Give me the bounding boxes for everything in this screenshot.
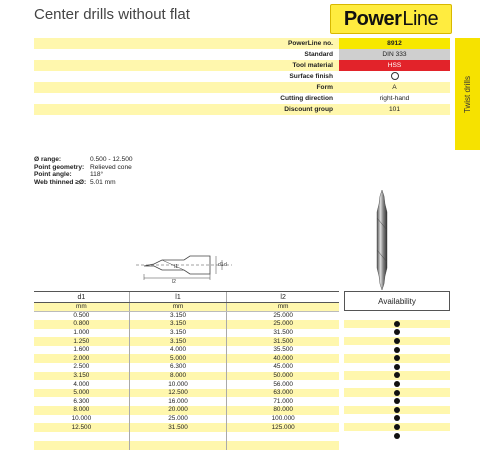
spec-label: Cutting direction bbox=[34, 93, 339, 104]
table-cell: 8.000 bbox=[34, 406, 129, 415]
unit-cell: mm bbox=[129, 303, 227, 312]
note-row bbox=[34, 164, 133, 172]
product-notes bbox=[34, 156, 133, 186]
table-cell: 3.150 bbox=[129, 320, 227, 329]
column-header-l1: l1 bbox=[129, 292, 227, 303]
table-cell: 125.000 bbox=[227, 423, 339, 432]
note-value: 118° bbox=[90, 171, 104, 179]
table-row[interactable] bbox=[34, 380, 339, 389]
spec-row bbox=[34, 38, 450, 49]
availability-cell bbox=[344, 380, 450, 389]
table-cell: 5.000 bbox=[34, 389, 129, 398]
dimensions-table bbox=[34, 291, 339, 450]
table-row[interactable] bbox=[34, 320, 339, 329]
note-row bbox=[34, 179, 133, 187]
available-dot-icon bbox=[394, 381, 400, 387]
spec-value: A bbox=[339, 82, 450, 93]
column-header-l2: l2 bbox=[227, 292, 339, 303]
availability-column bbox=[344, 291, 450, 440]
side-tab-twist-drills[interactable] bbox=[455, 38, 480, 150]
note-label: Ø range: bbox=[34, 156, 62, 163]
spec-value: DIN 333 bbox=[339, 49, 450, 60]
table-row[interactable] bbox=[34, 329, 339, 338]
note-row bbox=[34, 156, 133, 164]
available-dot-icon bbox=[394, 407, 400, 413]
table-row[interactable] bbox=[34, 346, 339, 355]
availability-cell bbox=[344, 388, 450, 397]
table-cell: 25.000 bbox=[129, 415, 227, 424]
table-cell: 3.150 bbox=[34, 372, 129, 381]
spec-row bbox=[34, 104, 450, 115]
spec-label: Standard bbox=[34, 49, 339, 60]
table-cell: 1.250 bbox=[34, 337, 129, 346]
table-cell: 16.000 bbox=[129, 397, 227, 406]
table-row[interactable] bbox=[34, 397, 339, 406]
table-cell: 12.500 bbox=[34, 423, 129, 432]
table-row[interactable] bbox=[34, 337, 339, 346]
available-dot-icon bbox=[394, 398, 400, 404]
spec-label: Form bbox=[34, 82, 339, 93]
empty-cell bbox=[227, 441, 339, 450]
spec-row bbox=[34, 71, 450, 82]
units-row bbox=[34, 303, 339, 312]
availability-cell bbox=[344, 345, 450, 354]
table-cell: 10.000 bbox=[34, 415, 129, 424]
table-cell: 3.150 bbox=[129, 312, 227, 321]
note-label: Web thinned ≥Ø: bbox=[34, 178, 87, 186]
powerline-logo bbox=[330, 4, 452, 34]
available-dot-icon bbox=[394, 424, 400, 430]
availability-cell bbox=[344, 431, 450, 440]
table-cell: 40.000 bbox=[227, 354, 339, 363]
table-cell: 31.500 bbox=[227, 329, 339, 338]
table-row[interactable] bbox=[34, 415, 339, 424]
availability-spacer bbox=[344, 311, 450, 320]
drawing-label-d: d bbox=[224, 262, 227, 268]
availability-cell bbox=[344, 371, 450, 380]
available-dot-icon bbox=[394, 415, 400, 421]
availability-cell bbox=[344, 328, 450, 337]
table-cell: 3.150 bbox=[129, 329, 227, 338]
table-cell: 63.000 bbox=[227, 389, 339, 398]
spec-label: Tool material bbox=[34, 60, 339, 71]
note-label: Point geometry: bbox=[34, 163, 85, 171]
table-cell: 3.150 bbox=[129, 337, 227, 346]
available-dot-icon bbox=[394, 338, 400, 344]
surface-finish-bright-icon bbox=[391, 72, 399, 80]
available-dot-icon bbox=[394, 321, 400, 327]
table-cell: 25.000 bbox=[227, 320, 339, 329]
availability-header: Availability bbox=[344, 291, 450, 311]
logo-rest-text: Line bbox=[402, 7, 439, 30]
table-cell: 31.500 bbox=[129, 423, 227, 432]
table-cell: 35.500 bbox=[227, 346, 339, 355]
note-label: Point angle: bbox=[34, 171, 72, 179]
table-cell: 1.000 bbox=[34, 329, 129, 338]
page-title: Center drills without flat bbox=[34, 6, 190, 23]
spec-label: Discount group bbox=[34, 104, 339, 115]
table-cell: 56.000 bbox=[227, 380, 339, 389]
note-value: Relieved cone bbox=[90, 163, 132, 171]
table-cell: 6.300 bbox=[129, 363, 227, 372]
table-row[interactable] bbox=[34, 389, 339, 398]
availability-cell bbox=[344, 414, 450, 423]
availability-cell bbox=[344, 320, 450, 329]
table-cell: 25.000 bbox=[227, 312, 339, 321]
table-cell: 31.500 bbox=[227, 337, 339, 346]
table-cell: 4.000 bbox=[129, 346, 227, 355]
spec-value: 101 bbox=[339, 104, 450, 115]
availability-cell bbox=[344, 397, 450, 406]
spec-row bbox=[34, 60, 450, 71]
availability-cell bbox=[344, 406, 450, 415]
availability-cell bbox=[344, 363, 450, 372]
drawing-label-d1: d1 bbox=[218, 262, 224, 268]
availability-cell bbox=[344, 423, 450, 432]
table-row[interactable] bbox=[34, 363, 339, 372]
note-value: 0.500 - 12.500 bbox=[90, 156, 133, 163]
spec-value bbox=[339, 71, 450, 82]
center-drill-image bbox=[372, 190, 392, 290]
drawing-label-l2: l2 bbox=[172, 279, 176, 284]
logo-bold-text: Power bbox=[343, 7, 402, 30]
table-cell: 0.500 bbox=[34, 312, 129, 321]
availability-cell bbox=[344, 354, 450, 363]
table-cell: 6.300 bbox=[34, 397, 129, 406]
table-row[interactable] bbox=[34, 372, 339, 381]
column-header-d1: d1 bbox=[34, 292, 129, 303]
table-cell: 10.000 bbox=[129, 380, 227, 389]
available-dot-icon bbox=[394, 329, 400, 335]
empty-cell bbox=[34, 432, 129, 441]
table-cell: 0.800 bbox=[34, 320, 129, 329]
table-cell: 12.500 bbox=[129, 389, 227, 398]
spec-row bbox=[34, 49, 450, 60]
available-dot-icon bbox=[394, 347, 400, 353]
table-cell: 5.000 bbox=[129, 354, 227, 363]
empty-row bbox=[34, 441, 339, 450]
drawing-label-l1: l1 bbox=[174, 264, 178, 270]
table-cell: 80.000 bbox=[227, 406, 339, 415]
table-cell: 50.000 bbox=[227, 372, 339, 381]
available-dot-icon bbox=[394, 372, 400, 378]
table-cell: 2.000 bbox=[34, 354, 129, 363]
table-cell: 20.000 bbox=[129, 406, 227, 415]
note-value: 5.01 mm bbox=[90, 178, 116, 186]
table-cell: 2.500 bbox=[34, 363, 129, 372]
side-tab-label: Twist drills bbox=[463, 75, 473, 113]
table-cell: 8.000 bbox=[129, 372, 227, 381]
table-row[interactable] bbox=[34, 423, 339, 432]
table-cell: 45.000 bbox=[227, 363, 339, 372]
spec-label: Surface finish bbox=[34, 71, 339, 82]
available-dot-icon bbox=[394, 390, 400, 396]
available-dot-icon bbox=[394, 355, 400, 361]
available-dot-icon bbox=[394, 433, 400, 439]
spec-row bbox=[34, 93, 450, 104]
empty-cell bbox=[129, 432, 227, 441]
table-cell: 1.600 bbox=[34, 346, 129, 355]
spec-value: HSS bbox=[339, 60, 450, 71]
empty-row bbox=[34, 432, 339, 441]
available-dot-icon bbox=[394, 364, 400, 370]
spec-value: right-hand bbox=[339, 93, 450, 104]
technical-drawing bbox=[132, 244, 240, 284]
unit-cell: mm bbox=[227, 303, 339, 312]
empty-cell bbox=[129, 441, 227, 450]
table-cell: 100.000 bbox=[227, 415, 339, 424]
table-row[interactable] bbox=[34, 354, 339, 363]
spec-label: PowerLine no. bbox=[34, 38, 339, 49]
table-row[interactable] bbox=[34, 312, 339, 321]
table-row[interactable] bbox=[34, 406, 339, 415]
note-row bbox=[34, 171, 133, 179]
empty-cell bbox=[227, 432, 339, 441]
availability-cell bbox=[344, 337, 450, 346]
spec-row bbox=[34, 82, 450, 93]
table-cell: 71.000 bbox=[227, 397, 339, 406]
empty-cell bbox=[34, 441, 129, 450]
unit-cell: mm bbox=[34, 303, 129, 312]
spec-table bbox=[34, 38, 450, 115]
spec-value: 8912 bbox=[339, 38, 450, 49]
table-cell: 4.000 bbox=[34, 380, 129, 389]
